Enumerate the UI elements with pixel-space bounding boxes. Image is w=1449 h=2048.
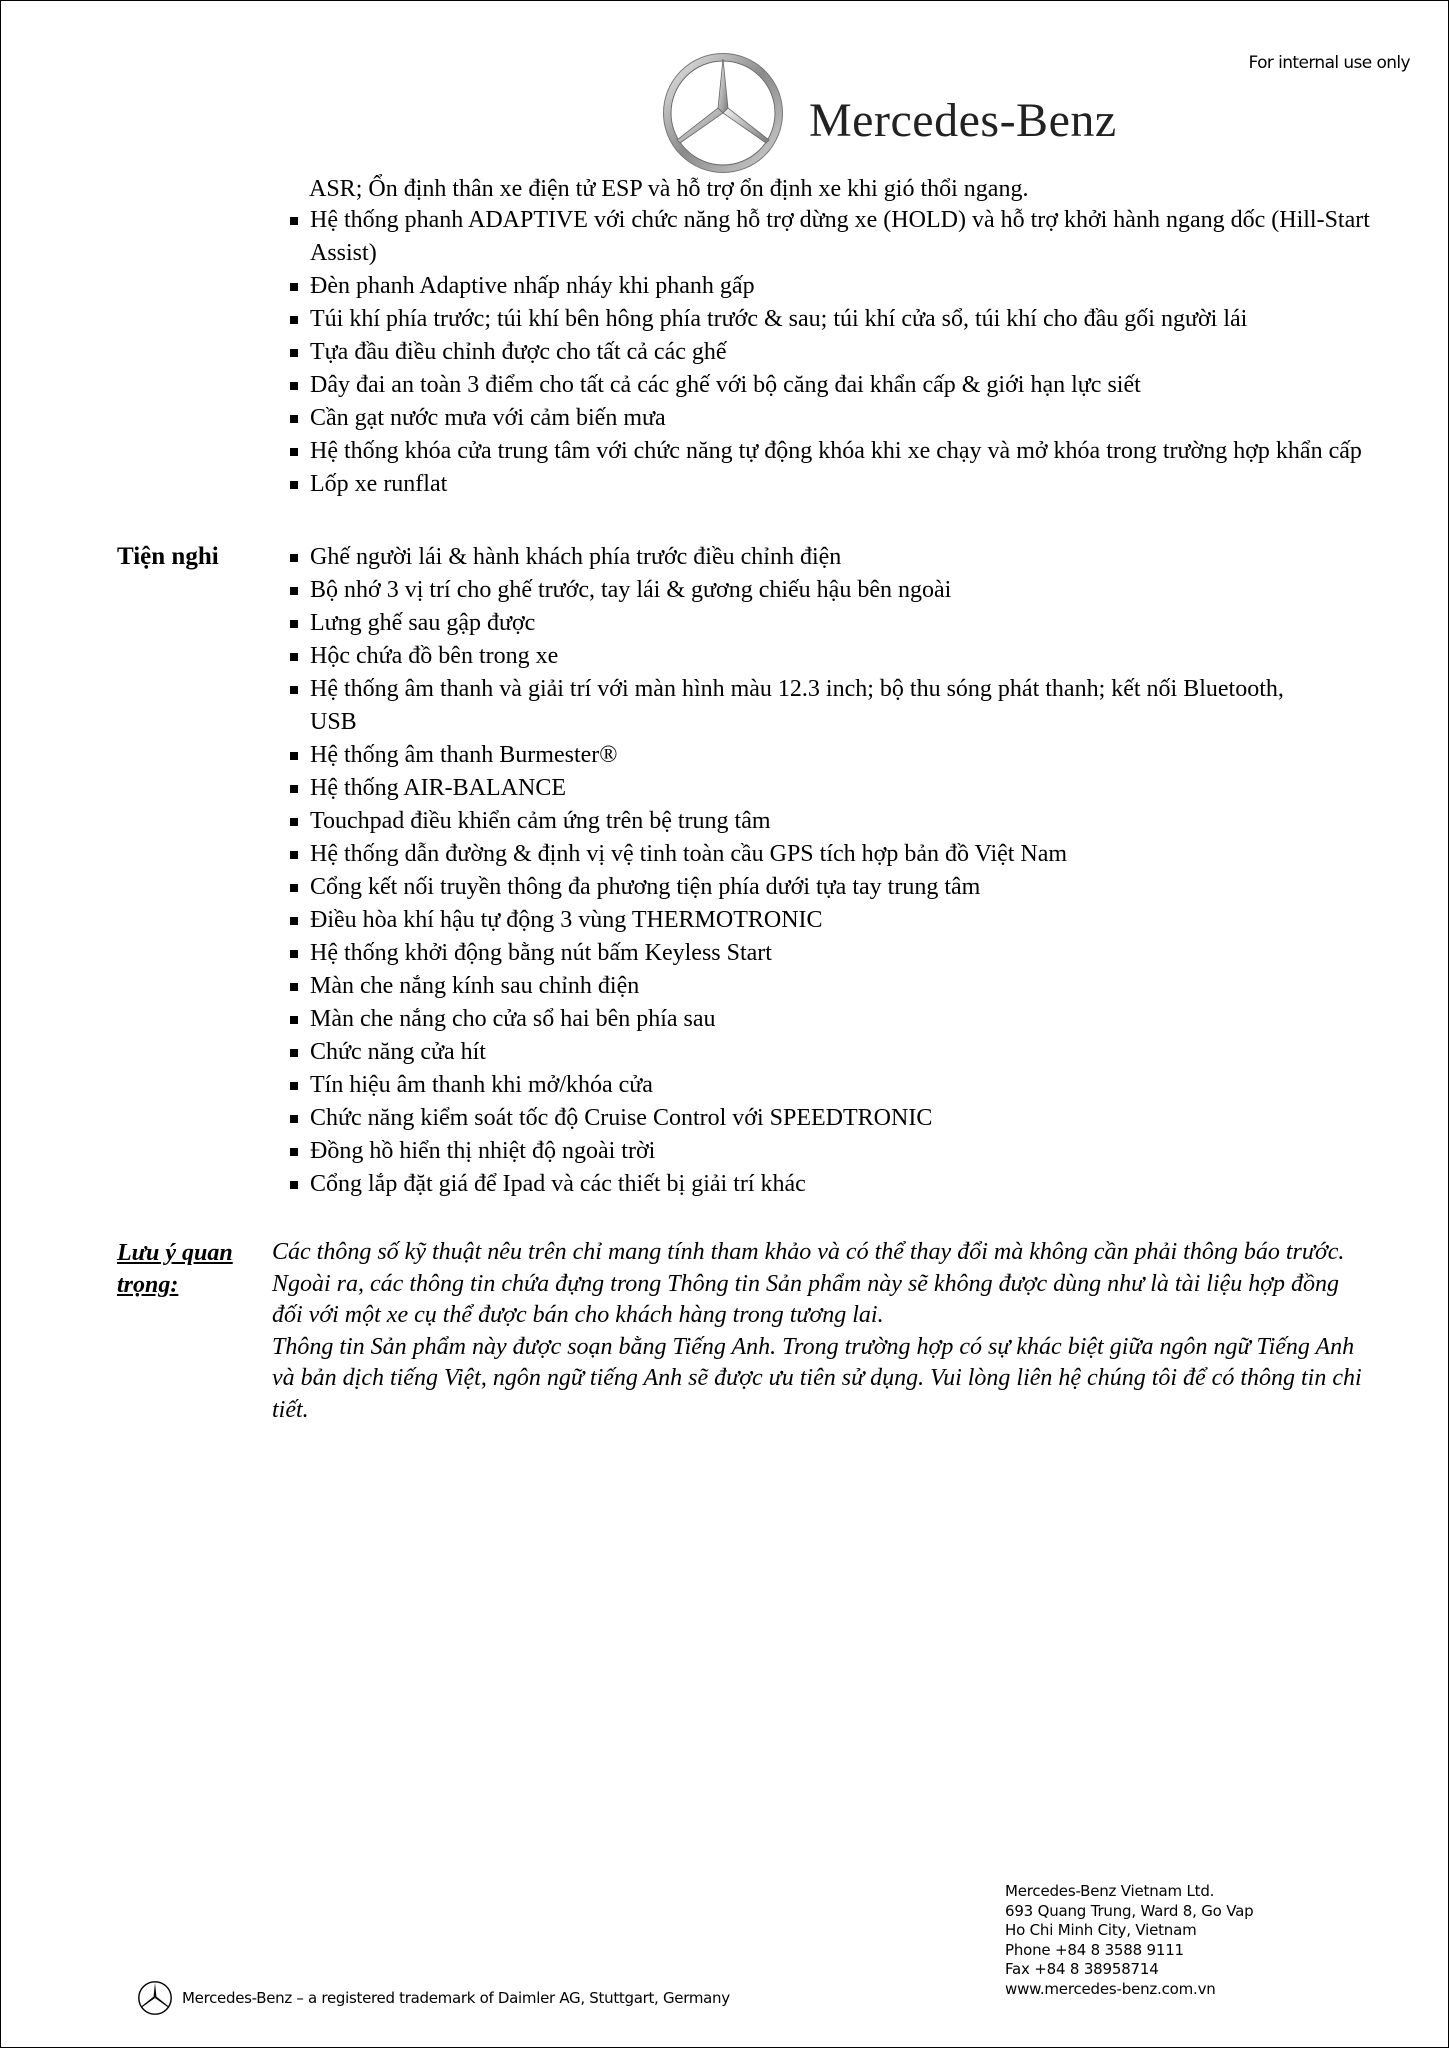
bullet-square-icon xyxy=(290,686,298,694)
list-item: Đồng hồ hiển thị nhiệt độ ngoài trời xyxy=(290,1135,1330,1168)
list-item: Tín hiệu âm thanh khi mở/khóa cửa xyxy=(290,1069,1330,1102)
bullet-square-icon xyxy=(290,752,298,760)
comfort-list xyxy=(290,541,1330,1201)
note-paragraph: Thông tin Sản phẩm này được soạn bằng Tiếng Anh. Trong trường hợp có sự khác biệt giữa ngôn ngữ Tiếng Anh và bản dịch tiếng Việt, ngôn ngữ tiếng Anh sẽ được ưu tiên sử dụng. Vui lòng liên hệ chúng tôi để có thông tin chi tiết. xyxy=(272,1333,1362,1423)
company-address xyxy=(1005,1882,1253,1999)
list-item: Đèn phanh Adaptive nhấp nháy khi phanh gấp xyxy=(290,270,1370,303)
important-note-text xyxy=(272,1237,1372,1426)
bullet-square-icon xyxy=(290,481,298,489)
mercedes-star-icon xyxy=(663,53,783,173)
trademark-note: Mercedes-Benz – a registered trademark of Daimler AG, Stuttgart, Germany xyxy=(182,1989,730,2007)
list-item: Hệ thống AIR-BALANCE xyxy=(290,772,1330,805)
list-item: Cần gạt nước mưa với cảm biến mưa xyxy=(290,402,1370,435)
bullet-square-icon xyxy=(290,1082,298,1090)
bullet-square-icon xyxy=(290,283,298,291)
bullet-square-icon xyxy=(290,1115,298,1123)
bullet-square-icon xyxy=(290,818,298,826)
bullet-square-icon xyxy=(290,917,298,925)
bullet-square-icon xyxy=(290,349,298,357)
bullet-square-icon xyxy=(290,382,298,390)
bullet-square-icon xyxy=(290,415,298,423)
safety-continuation-text: ASR; Ổn định thân xe điện tử ESP và hỗ trợ ổn định xe khi gió thổi ngang. xyxy=(309,176,1029,202)
list-item: Ghế người lái & hành khách phía trước điều chỉnh điện xyxy=(290,541,1330,574)
list-item: Túi khí phía trước; túi khí bên hông phía trước & sau; túi khí cửa sổ, túi khí cho đầu gối người lái xyxy=(290,303,1370,336)
list-item: Tựa đầu điều chỉnh được cho tất cả các ghế xyxy=(290,336,1370,369)
note-paragraph: Các thông số kỹ thuật nêu trên chỉ mang tính tham khảo và có thể thay đổi mà không cần phải thông báo trước. Ngoài ra, các thông tin chứa đựng trong Thông tin Sản phẩm này sẽ không được dùng như là tài liệu hợp đồng đối với một xe cụ thể được bán cho khách hàng trong tương lai. xyxy=(272,1239,1345,1328)
list-item: Cổng kết nối truyền thông đa phương tiện phía dưới tựa tay trung tâm xyxy=(290,871,1330,904)
list-item: Hệ thống phanh ADAPTIVE với chức năng hỗ trợ dừng xe (HOLD) và hỗ trợ khởi hành ngang dốc (Hill-Start Assist) xyxy=(290,204,1370,270)
list-item: Dây đai an toàn 3 điểm cho tất cả các ghế với bộ căng đai khẩn cấp & giới hạn lực siết xyxy=(290,369,1370,402)
address-line: 693 Quang Trung, Ward 8, Go Vap xyxy=(1005,1901,1254,1920)
list-item: Lốp xe runflat xyxy=(290,468,1370,501)
bullet-square-icon xyxy=(290,950,298,958)
list-item: Touchpad điều khiển cảm ứng trên bệ trung tâm xyxy=(290,805,1330,838)
bullet-square-icon xyxy=(290,620,298,628)
list-item: Hệ thống âm thanh Burmester® xyxy=(290,739,1330,772)
bullet-square-icon xyxy=(290,785,298,793)
bullet-square-icon xyxy=(290,554,298,562)
bullet-square-icon xyxy=(290,884,298,892)
address-line: Mercedes-Benz Vietnam Ltd. xyxy=(1005,1882,1215,1900)
website-text: www.mercedes-benz.com.vn xyxy=(1005,1979,1216,1998)
bullet-square-icon xyxy=(290,448,298,456)
address-line: Fax +84 8 38958714 xyxy=(1005,1960,1159,1978)
list-item: Màn che nắng kính sau chỉnh điện xyxy=(290,970,1330,1003)
bullet-square-icon xyxy=(290,587,298,595)
mercedes-star-icon xyxy=(137,1980,173,2016)
list-item: Hệ thống khóa cửa trung tâm với chức năng tự động khóa khi xe chạy và mở khóa trong trường hợp khẩn cấp xyxy=(290,435,1370,468)
list-item: Chức năng cửa hít xyxy=(290,1036,1330,1069)
list-item: Hệ thống khởi động bằng nút bấm Keyless Start xyxy=(290,937,1330,970)
list-item: Hệ thống âm thanh và giải trí với màn hình màu 12.3 inch; bộ thu sóng phát thanh; kết nối Bluetooth, USB xyxy=(290,673,1330,739)
bullet-square-icon xyxy=(290,316,298,324)
list-item: Chức năng kiểm soát tốc độ Cruise Control với SPEEDTRONIC xyxy=(290,1102,1330,1135)
important-note-label: Lưu ý quan trọng: xyxy=(117,1240,233,1298)
list-item: Hộc chứa đồ bên trong xe xyxy=(290,640,1330,673)
section-title-comfort: Tiện nghi xyxy=(117,543,219,570)
bullet-square-icon xyxy=(290,653,298,661)
bullet-square-icon xyxy=(290,983,298,991)
bullet-square-icon xyxy=(290,217,298,225)
list-item: Bộ nhớ 3 vị trí cho ghế trước, tay lái & gương chiếu hậu bên ngoài xyxy=(290,574,1330,607)
brand-wordmark: Mercedes-Benz xyxy=(809,94,1117,147)
bullet-square-icon xyxy=(290,1049,298,1057)
bullet-square-icon xyxy=(290,1181,298,1189)
list-item: Màn che nắng cho cửa sổ hai bên phía sau xyxy=(290,1003,1330,1036)
list-item: Điều hòa khí hậu tự động 3 vùng THERMOTRONIC xyxy=(290,904,1330,937)
list-item: Lưng ghế sau gập được xyxy=(290,607,1330,640)
address-line: Phone +84 8 3588 9111 xyxy=(1005,1940,1184,1959)
bullet-square-icon xyxy=(290,1016,298,1024)
address-line: Ho Chi Minh City, Vietnam xyxy=(1005,1921,1197,1939)
list-item: Hệ thống dẫn đường & định vị vệ tinh toàn cầu GPS tích hợp bản đồ Việt Nam xyxy=(290,838,1330,871)
list-item: Cổng lắp đặt giá để Ipad và các thiết bị giải trí khác xyxy=(290,1168,1330,1201)
bullet-square-icon xyxy=(290,1148,298,1156)
internal-use-note: For internal use only xyxy=(1248,53,1410,73)
bullet-square-icon xyxy=(290,851,298,859)
safety-list xyxy=(290,204,1370,501)
